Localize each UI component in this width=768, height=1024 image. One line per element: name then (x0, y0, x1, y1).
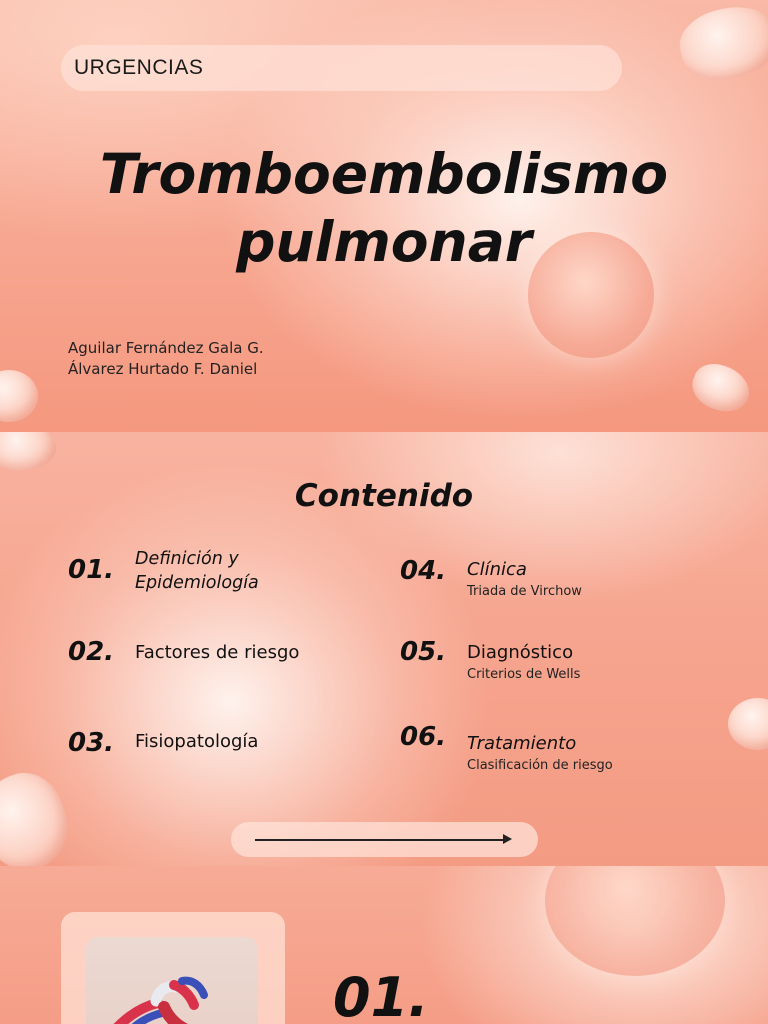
contents-item-05[interactable] (400, 637, 580, 684)
image-card (61, 912, 285, 1024)
item-title: Diagnóstico (467, 642, 574, 663)
item-title: Factores de riesgo (135, 642, 300, 663)
contents-slide (0, 432, 768, 866)
item-number: 04. (400, 556, 447, 586)
item-number: 05. (400, 637, 447, 667)
section-slide (0, 866, 768, 1024)
author-name: Álvarez Hurtado F. Daniel (68, 360, 258, 378)
heart-anatomy-image (86, 937, 258, 1024)
title-line-1: Tromboembolismo (99, 142, 669, 206)
decorative-blob (0, 432, 56, 470)
item-title: Fisiopatología (135, 731, 259, 752)
item-subtitle: Triada de Virchow (467, 584, 582, 599)
authors (68, 338, 264, 380)
item-number: 02. (68, 637, 115, 667)
title-slide (0, 0, 768, 432)
decorative-blob (0, 370, 38, 422)
arrow-head-icon (503, 834, 512, 844)
category-label: URGENCIAS (74, 56, 204, 79)
presentation-title (0, 140, 768, 276)
heart-model-icon (86, 937, 258, 1024)
category-tag (61, 45, 622, 91)
contents-item-02[interactable] (68, 637, 299, 667)
item-title: Clínica (467, 559, 527, 580)
decorative-blob (0, 763, 80, 866)
item-number: 01. (68, 555, 115, 585)
item-title: Definición y Epidemiología (135, 549, 259, 593)
item-number: 03. (68, 728, 115, 758)
item-number: 06. (400, 722, 447, 752)
decorative-blob (673, 0, 768, 90)
next-arrow-button[interactable] (231, 822, 538, 857)
contents-item-06[interactable] (400, 722, 613, 775)
decorative-blob (728, 698, 768, 750)
arrow-right-icon (255, 839, 507, 841)
author-name: Aguilar Fernández Gala G. (68, 339, 264, 357)
title-line-2: pulmonar (236, 210, 532, 274)
contents-item-01[interactable] (68, 547, 259, 595)
contents-title: Contenido (294, 478, 474, 514)
item-subtitle: Clasificación de riesgo (467, 758, 613, 773)
item-title: Tratamiento (467, 733, 577, 754)
item-subtitle: Criterios de Wells (467, 667, 581, 682)
decorative-blob (686, 357, 756, 418)
section-number: 01. (333, 966, 429, 1024)
decorative-sphere (545, 866, 725, 976)
contents-item-03[interactable] (68, 728, 258, 758)
contents-item-04[interactable] (400, 556, 582, 601)
